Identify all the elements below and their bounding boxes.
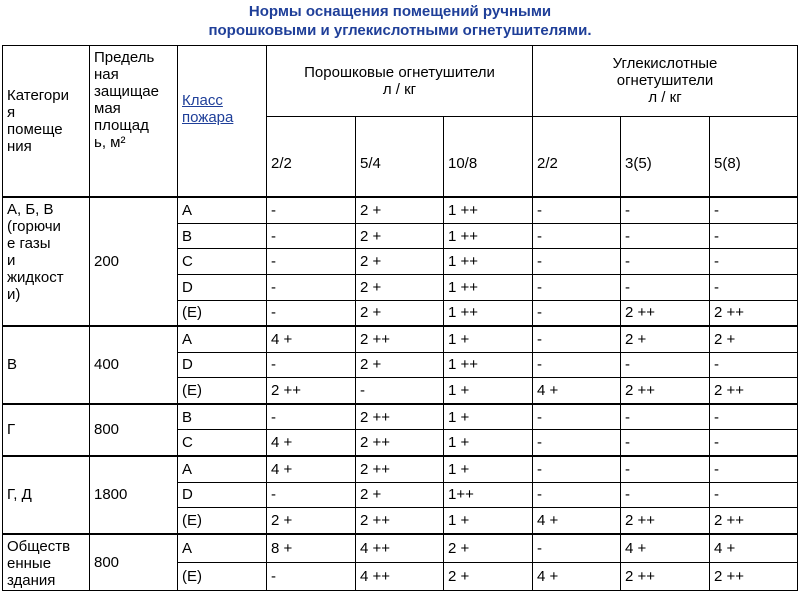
area-cell: 400 bbox=[90, 326, 178, 404]
category-line: е газы bbox=[7, 235, 51, 253]
category-header-line: помеще bbox=[7, 121, 63, 139]
value-cell: 2 + bbox=[444, 562, 533, 590]
title-line-2: порошковыми и углекислотными огнетушителями. bbox=[208, 22, 592, 39]
powder-group-text bbox=[267, 64, 532, 98]
value-cell: - bbox=[267, 562, 356, 590]
area-header-text bbox=[94, 49, 177, 151]
value-cell: 2 + bbox=[267, 508, 356, 534]
column-header-powder-5-4: 5/4 bbox=[356, 116, 444, 197]
value-cell: 2 + bbox=[356, 300, 444, 326]
value-cell: 2 ++ bbox=[710, 562, 798, 590]
value-cell: - bbox=[710, 275, 798, 301]
value-cell: 1 + bbox=[444, 430, 533, 456]
category-cell bbox=[3, 404, 90, 456]
category-header-line: я bbox=[7, 104, 16, 122]
value-cell: 1 ++ bbox=[444, 197, 533, 223]
category-cell bbox=[3, 326, 90, 404]
value-cell: 2 + bbox=[444, 534, 533, 563]
value-cell: - bbox=[710, 404, 798, 430]
value-cell: 4 + bbox=[533, 562, 621, 590]
fire-class-cell: D bbox=[178, 275, 267, 301]
category-line: и bbox=[7, 252, 16, 270]
value-cell: 1 + bbox=[444, 508, 533, 534]
value-cell: 4 + bbox=[710, 534, 798, 563]
fire-class-cell: C bbox=[178, 249, 267, 275]
value-cell: - bbox=[356, 378, 444, 404]
area-header-line: мая bbox=[94, 100, 121, 117]
co2-header-line: огнетушители bbox=[616, 72, 714, 90]
value-cell: 4 ++ bbox=[356, 534, 444, 563]
value-cell: 2 ++ bbox=[267, 378, 356, 404]
table-row bbox=[3, 404, 798, 430]
value-cell: - bbox=[533, 275, 621, 301]
area-header-line: ная bbox=[94, 66, 119, 83]
fire-class-cell: A bbox=[178, 326, 267, 352]
fire-class-header[interactable] bbox=[178, 46, 267, 198]
value-cell: - bbox=[533, 456, 621, 482]
value-cell: 1 + bbox=[444, 456, 533, 482]
value-cell: - bbox=[621, 197, 710, 223]
column-header-co2-2-2: 2/2 bbox=[533, 116, 621, 197]
category-line: В bbox=[7, 356, 18, 374]
category-header-line: ния bbox=[7, 138, 32, 156]
area-cell: 800 bbox=[90, 404, 178, 456]
fire-class-cell: C bbox=[178, 430, 267, 456]
fire-class-cell: (E) bbox=[178, 378, 267, 404]
category-line: енные bbox=[7, 554, 52, 572]
fire-class-cell: D bbox=[178, 352, 267, 378]
value-cell: 2 ++ bbox=[621, 508, 710, 534]
value-cell: - bbox=[267, 404, 356, 430]
value-cell: - bbox=[621, 430, 710, 456]
category-cell bbox=[3, 534, 90, 591]
value-cell: 2 ++ bbox=[621, 562, 710, 590]
fire-class-cell: D bbox=[178, 482, 267, 508]
fire-class-cell: A bbox=[178, 534, 267, 563]
value-cell: - bbox=[533, 534, 621, 563]
category-line: А, Б, В bbox=[7, 201, 54, 219]
value-cell: - bbox=[267, 482, 356, 508]
category-header-line: Категори bbox=[7, 87, 69, 105]
co2-header-line: Углекислотные bbox=[612, 55, 718, 73]
table-row bbox=[3, 456, 798, 482]
category-line: здания bbox=[7, 571, 56, 589]
value-cell: 4 + bbox=[267, 456, 356, 482]
category-line: жидкост bbox=[7, 269, 64, 287]
value-cell: 4 + bbox=[267, 430, 356, 456]
value-cell: - bbox=[621, 223, 710, 249]
value-cell: - bbox=[533, 197, 621, 223]
category-line: (горючи bbox=[7, 218, 61, 236]
value-cell: - bbox=[533, 249, 621, 275]
value-cell: 2 ++ bbox=[710, 378, 798, 404]
table-row bbox=[3, 197, 798, 223]
co2-group-header bbox=[533, 46, 798, 117]
value-cell: 2 + bbox=[356, 352, 444, 378]
area-cell: 200 bbox=[90, 197, 178, 326]
value-cell: - bbox=[621, 275, 710, 301]
value-cell: 1 + bbox=[444, 378, 533, 404]
area-header bbox=[90, 46, 178, 198]
value-cell: - bbox=[710, 197, 798, 223]
column-header-powder-2-2: 2/2 bbox=[267, 116, 356, 197]
value-cell: - bbox=[710, 482, 798, 508]
value-cell: - bbox=[267, 275, 356, 301]
category-line: Обществ bbox=[7, 537, 71, 555]
column-header-powder-10-8: 10/8 bbox=[444, 116, 533, 197]
value-cell: 2 + bbox=[356, 249, 444, 275]
value-cell: 2 ++ bbox=[356, 430, 444, 456]
fire-class-cell: A bbox=[178, 197, 267, 223]
area-header-line: Предель bbox=[94, 49, 155, 66]
value-cell: 2 + bbox=[356, 197, 444, 223]
category-header bbox=[3, 46, 90, 198]
value-cell: - bbox=[621, 352, 710, 378]
value-cell: - bbox=[533, 352, 621, 378]
page-title bbox=[0, 0, 800, 46]
table-row bbox=[3, 534, 798, 563]
fire-class-cell: (E) bbox=[178, 300, 267, 326]
value-cell: 1++ bbox=[444, 482, 533, 508]
value-cell: 2 ++ bbox=[621, 300, 710, 326]
extinguisher-norms-table bbox=[2, 45, 798, 591]
value-cell: - bbox=[533, 430, 621, 456]
value-cell: 2 ++ bbox=[356, 456, 444, 482]
value-cell: 2 + bbox=[710, 326, 798, 352]
fire-class-cell: B bbox=[178, 223, 267, 249]
area-header-line: ь, м² bbox=[94, 134, 126, 151]
powder-header-line: л / кг bbox=[382, 80, 417, 98]
area-header-line: защищае bbox=[94, 83, 159, 100]
value-cell: 1 ++ bbox=[444, 352, 533, 378]
category-cell bbox=[3, 456, 90, 534]
value-cell: - bbox=[710, 456, 798, 482]
value-cell: - bbox=[533, 482, 621, 508]
value-cell: - bbox=[267, 249, 356, 275]
co2-header-line: л / кг bbox=[648, 89, 682, 107]
value-cell: 4 + bbox=[621, 534, 710, 563]
value-cell: - bbox=[533, 404, 621, 430]
value-cell: 1 ++ bbox=[444, 300, 533, 326]
value-cell: 2 ++ bbox=[356, 508, 444, 534]
category-line: и) bbox=[7, 286, 21, 304]
category-header-text bbox=[7, 87, 89, 155]
category-cell bbox=[3, 197, 90, 326]
value-cell: 4 ++ bbox=[356, 562, 444, 590]
value-cell: 4 + bbox=[267, 326, 356, 352]
value-cell: 2 ++ bbox=[710, 508, 798, 534]
fire-class-cell: A bbox=[178, 456, 267, 482]
column-header-co2-5-8-: 5(8) bbox=[710, 116, 798, 197]
value-cell: - bbox=[267, 223, 356, 249]
value-cell: 1 + bbox=[444, 326, 533, 352]
fire-class-header-line[interactable]: Класс bbox=[182, 92, 223, 109]
value-cell: 2 ++ bbox=[356, 404, 444, 430]
category-line: Г bbox=[7, 421, 16, 439]
value-cell: 2 + bbox=[356, 482, 444, 508]
value-cell: 1 ++ bbox=[444, 275, 533, 301]
fire-class-link[interactable] bbox=[182, 92, 266, 126]
fire-class-cell: (E) bbox=[178, 508, 267, 534]
value-cell: - bbox=[621, 482, 710, 508]
category-line: Г, Д bbox=[7, 486, 32, 504]
value-cell: - bbox=[710, 223, 798, 249]
value-cell: - bbox=[533, 223, 621, 249]
value-cell: - bbox=[267, 352, 356, 378]
area-cell: 1800 bbox=[90, 456, 178, 534]
value-cell: 2 + bbox=[621, 326, 710, 352]
value-cell: - bbox=[621, 456, 710, 482]
powder-header-line: Порошковые огнетушители bbox=[304, 63, 495, 81]
value-cell: - bbox=[621, 404, 710, 430]
value-cell: - bbox=[710, 352, 798, 378]
value-cell: 2 ++ bbox=[356, 326, 444, 352]
value-cell: - bbox=[267, 300, 356, 326]
header-row-1 bbox=[3, 46, 798, 117]
value-cell: - bbox=[710, 430, 798, 456]
value-cell: 2 + bbox=[356, 275, 444, 301]
table-body bbox=[3, 46, 798, 591]
table-row bbox=[3, 326, 798, 352]
powder-group-header bbox=[267, 46, 533, 117]
value-cell: 2 + bbox=[356, 223, 444, 249]
value-cell: - bbox=[533, 326, 621, 352]
value-cell: 2 ++ bbox=[710, 300, 798, 326]
value-cell: 1 ++ bbox=[444, 223, 533, 249]
co2-group-text bbox=[533, 55, 797, 106]
value-cell: 1 ++ bbox=[444, 249, 533, 275]
value-cell: 4 + bbox=[533, 378, 621, 404]
fire-class-cell: B bbox=[178, 404, 267, 430]
value-cell: - bbox=[710, 249, 798, 275]
value-cell: 2 ++ bbox=[621, 378, 710, 404]
value-cell: 4 + bbox=[533, 508, 621, 534]
value-cell: 1 + bbox=[444, 404, 533, 430]
value-cell: - bbox=[621, 249, 710, 275]
fire-class-header-line[interactable]: пожара bbox=[182, 109, 234, 126]
value-cell: - bbox=[533, 300, 621, 326]
fire-class-cell: (E) bbox=[178, 562, 267, 590]
column-header-co2-3-5-: 3(5) bbox=[621, 116, 710, 197]
value-cell: - bbox=[267, 197, 356, 223]
area-cell: 800 bbox=[90, 534, 178, 591]
value-cell: 8 + bbox=[267, 534, 356, 563]
title-line-1: Нормы оснащения помещений ручными bbox=[248, 3, 552, 20]
area-header-line: площад bbox=[94, 117, 149, 134]
